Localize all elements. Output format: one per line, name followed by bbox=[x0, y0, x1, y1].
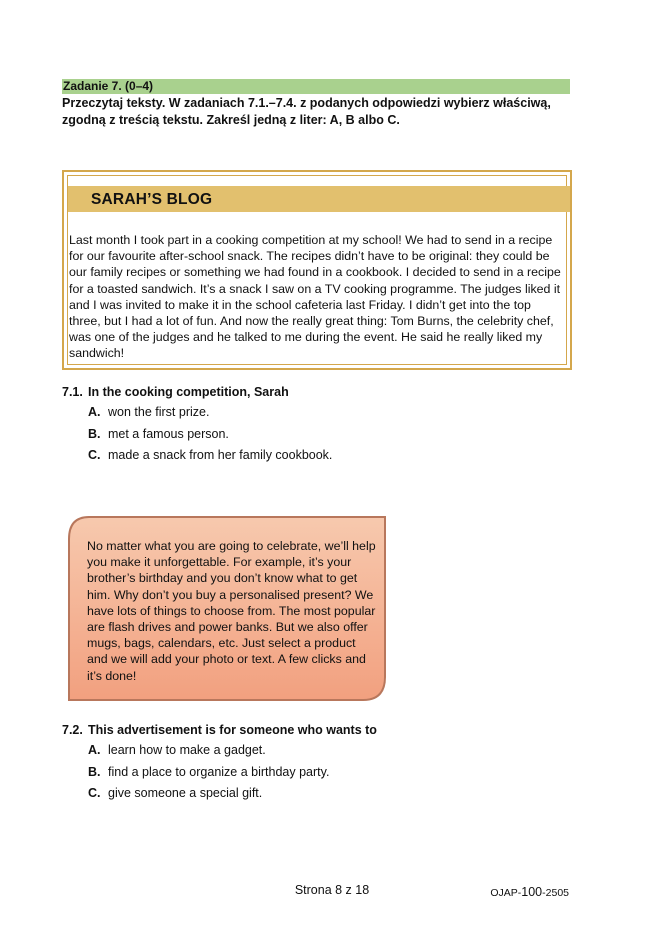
answer-option-a[interactable] bbox=[88, 404, 582, 420]
option-text: won the first prize. bbox=[108, 405, 210, 419]
option-letter[interactable]: A. bbox=[88, 405, 101, 419]
option-letter[interactable]: B. bbox=[88, 426, 101, 441]
blog-title-bar bbox=[68, 186, 570, 212]
answer-options bbox=[88, 404, 582, 463]
question-number: 7.1. bbox=[62, 385, 83, 399]
exam-code-suffix: -2505 bbox=[542, 887, 569, 899]
task-instructions: Przeczytaj teksty. W zadaniach 7.1.–7.4. z podanych odpowiedzi wybierz właściwą, zgodną z treścią tekstu. Zakreśl jedną z liter: A, B albo C. bbox=[62, 96, 551, 127]
question-7-1 bbox=[62, 384, 582, 469]
blog-title: SARAH’S BLOG bbox=[91, 191, 213, 208]
blog-text: Last month I took part in a cooking competition at my school! We had to send in a recipe for our favourite after-school snack. The recipes didn’t have to be original: they could be our family recipes or something we had found in a cookbook. I decided to send in a recipe for a toasted sandwich. It’s a snack I saw on a TV cooking programme. The judges liked it and I was invited to make it in the school cafeteria last Friday. I didn’t get into the top three, but I had a lot of fun. And now the really great thing: Tom Burns, the celebrity chef, was one of the judges and he talked to me during the event. He said he really liked my sandwich! bbox=[69, 233, 561, 361]
exam-code bbox=[490, 885, 569, 899]
question-number: 7.2. bbox=[62, 723, 83, 737]
option-letter[interactable]: A. bbox=[88, 743, 101, 757]
answer-option-b[interactable] bbox=[88, 764, 582, 780]
option-letter[interactable]: C. bbox=[88, 448, 101, 463]
answer-option-c[interactable] bbox=[88, 785, 582, 801]
option-letter[interactable]: B. bbox=[88, 764, 101, 779]
answer-option-a[interactable] bbox=[88, 742, 582, 758]
exam-code-main: 100 bbox=[521, 885, 543, 899]
option-text: learn how to make a gadget. bbox=[108, 743, 266, 757]
question-text: In the cooking competition, Sarah bbox=[88, 385, 289, 399]
option-letter[interactable]: C. bbox=[88, 786, 101, 801]
option-text: met a famous person. bbox=[108, 426, 229, 441]
option-text: made a snack from her family cookbook. bbox=[108, 448, 333, 463]
question-stem bbox=[62, 722, 582, 738]
task-header: Zadanie 7. (0–4) bbox=[62, 79, 570, 94]
exam-code-prefix: OJAP- bbox=[490, 887, 522, 899]
question-text: This advertisement is for someone who wants to bbox=[88, 723, 377, 737]
answer-option-c[interactable] bbox=[88, 447, 582, 463]
question-stem bbox=[62, 384, 582, 400]
advertisement-text: No matter what you are going to celebrate, we’ll help you make it unforgettable. For example, it’s your brother’s birthday and you don’t know what to get him. Why don’t you buy a personalised present? We have lots of things to choose from. The most popular are flash drives and power banks. But we also offer mugs, bags, calendars, etc. Just select a product and we will add your photo or text. A few clicks and it’s done! bbox=[87, 539, 376, 683]
option-text: give someone a special gift. bbox=[108, 786, 263, 801]
page-number: Strona 8 z 18 bbox=[294, 883, 370, 897]
blog-box bbox=[62, 170, 572, 370]
answer-option-b[interactable] bbox=[88, 426, 582, 442]
option-text: find a place to organize a birthday party. bbox=[108, 764, 330, 779]
question-7-2 bbox=[62, 722, 582, 807]
answer-options bbox=[88, 742, 582, 801]
